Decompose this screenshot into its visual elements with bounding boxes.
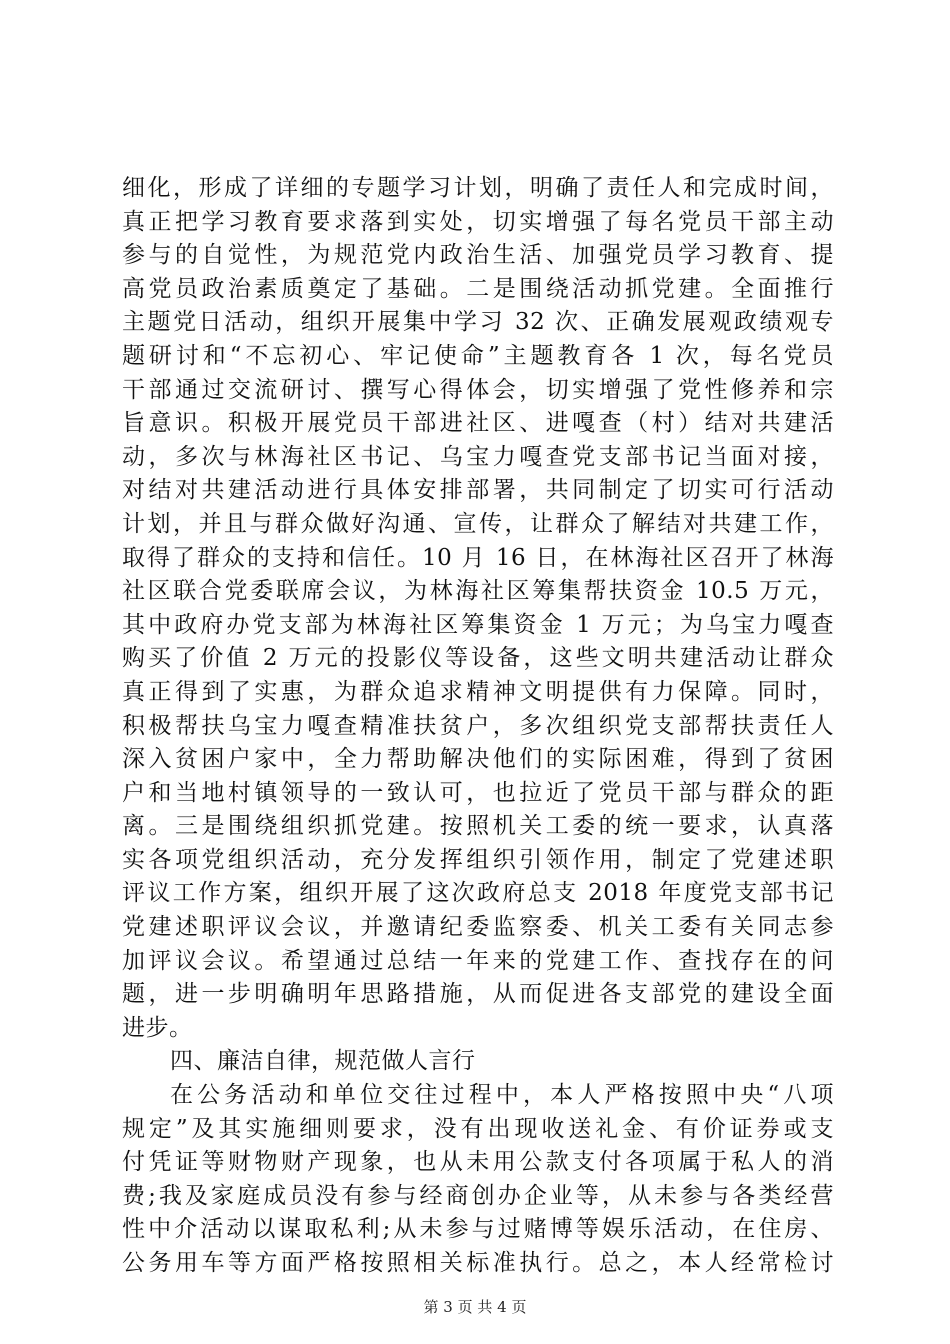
text-line: 干部通过交流研讨、撰写心得体会，切实增强了党性修养和宗	[122, 376, 834, 403]
text-line: 深入贫困户家中，全力帮助解决他们的实际困难，得到了贫困	[122, 746, 834, 773]
page-number-footer: 第 3 页 共 4 页	[423, 1298, 527, 1316]
text-line: 党建述职评议会议，并邀请纪委监察委、机关工委有关同志参	[122, 914, 834, 941]
text-line: 性中介活动以谋取私利;从未参与过赌博等娱乐活动，在住房、	[122, 1216, 834, 1243]
text-line: 其中政府办党支部为林海社区筹集资金 1 万元；为乌宝力嘎查	[122, 611, 834, 638]
section-heading: 四、廉洁自律，规范做人言行	[170, 1048, 476, 1075]
text-line: 细化，形成了详细的专题学习计划，明确了责任人和完成时间，	[122, 175, 834, 201]
text-line: 高党员政治素质奠定了基础。二是围绕活动抓党建。全面推行	[122, 275, 834, 302]
text-line: 取得了群众的支持和信任。10 月 16 日，在林海社区召开了林海	[122, 544, 834, 571]
text-line: 动，多次与林海社区书记、乌宝力嘎查党支部书记当面对接，	[122, 443, 834, 470]
text-line: 购买了价值 2 万元的投影仪等设备，这些文明共建活动让群众	[122, 645, 834, 672]
text-line: 真正把学习教育要求落到实处，切实增强了每名党员干部主动	[122, 208, 834, 235]
text-line: 公务用车等方面严格按照相关标准执行。总之，本人经常检讨	[122, 1250, 834, 1276]
text-line: 加评议会议。希望通过总结一年来的党建工作、查找存在的问	[122, 947, 834, 974]
text-line: 题研讨和“不忘初心、牢记使命”主题教育各 1 次，每名党员	[122, 342, 834, 369]
text-line: 离。三是围绕组织抓党建。按照机关工委的统一要求，认真落	[122, 813, 834, 840]
text-line: 进步。	[122, 1014, 193, 1041]
text-line: 主题党日活动，组织开展集中学习 32 次、正确发展观政绩观专	[122, 309, 834, 336]
text-line: 在公务活动和单位交往过程中，本人严格按照中央“八项	[170, 1082, 834, 1109]
text-line: 积极帮扶乌宝力嘎查精准扶贫户，多次组织党支部帮扶责任人	[122, 712, 834, 739]
text-line: 费;我及家庭成员没有参与经商创办企业等，从未参与各类经营	[122, 1182, 834, 1209]
text-line: 规定”及其实施细则要求，没有出现收送礼金、有价证券或支	[122, 1115, 834, 1142]
text-line: 付凭证等财物财产现象，也从未用公款支付各项属于私人的消	[122, 1149, 834, 1176]
text-line: 社区联合党委联席会议，为林海社区筹集帮扶资金 10.5 万元，	[122, 578, 834, 605]
text-line: 实各项党组织活动，充分发挥组织引领作用，制定了党建述职	[122, 846, 834, 873]
text-line: 计划，并且与群众做好沟通、宣传，让群众了解结对共建工作，	[122, 510, 834, 537]
text-line: 参与的自觉性，为规范党内政治生活、加强党员学习教育、提	[122, 242, 834, 269]
text-line: 评议工作方案，组织开展了这次政府总支 2018 年度党支部书记	[122, 880, 834, 907]
text-line: 旨意识。积极开展党员干部进社区、进嘎查（村）结对共建活	[122, 410, 834, 437]
text-line: 对结对共建活动进行具体安排部署，共同制定了切实可行活动	[122, 477, 834, 504]
text-line: 真正得到了实惠，为群众追求精神文明提供有力保障。同时，	[122, 678, 834, 705]
text-line: 户和当地村镇领导的一致认可，也拉近了党员干部与群众的距	[122, 779, 834, 806]
text-line: 题，进一步明确明年思路措施，从而促进各支部党的建设全面	[122, 981, 834, 1008]
document-body	[122, 172, 834, 1281]
